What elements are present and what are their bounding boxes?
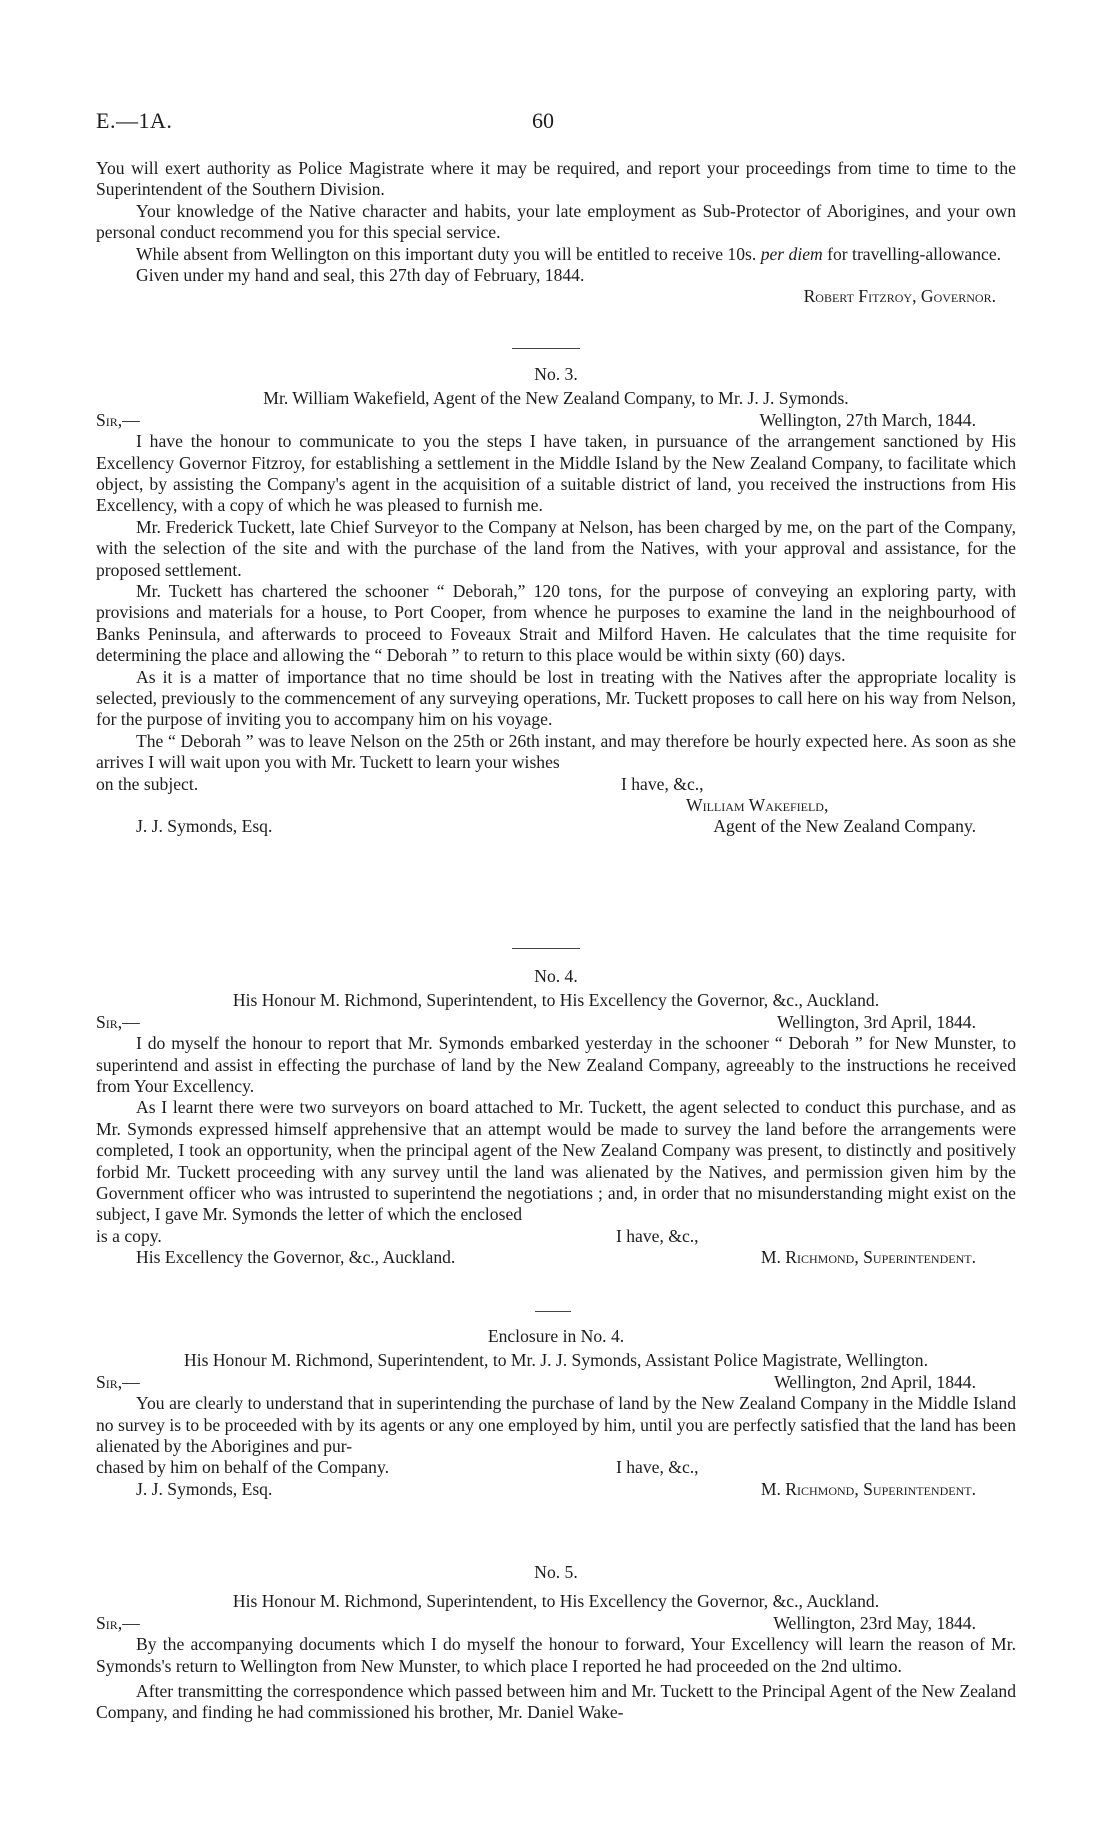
paragraph [96,244,1016,265]
salutation-line [96,1372,1016,1393]
salutation-line [96,1012,1016,1033]
letter-no3 [96,364,1016,838]
closing-line [96,774,1016,795]
paragraph: Mr. Tuckett has chartered the schooner “ Deborah,” 120 tons, for the purpose of conveying an exploring party, with provisions and materials for a house, to Port Cooper, from whence he purposes to examine the land in the neighbourhood of Banks Peninsula, and afterwards to proceed to Foveaux Strait and Milford Haven. He calculates that the time requisite for determining the place and allowing the “ Deborah ” to return to this place would be within sixty (60) days. [96,581,1016,666]
paragraph: As I learnt there were two surveyors on board attached to Mr. Tuckett, the agent selected to conduct this purchase, and as Mr. Symonds expressed himself apprehensive that an attempt would be made to survey the land before the arrangements were completed, I took an opportunity, when the principal agent of the New Zealand Company was present, to distinctly and positively forbid Mr. Tuckett proceeding with any survey until the land was alienated by the Natives, and permission given him by the Government officer who was intrusted to superintend the negotiations ; and, in order that no misunderstanding might exist on the subject, I gave Mr. Symonds the letter of which the enclosed [96,1097,1016,1225]
signature: Robert Fitzroy, Governor. [803,286,996,307]
paragraph: I do myself the honour to report that Mr. Symonds embarked yesterday in the schooner “ Deborah ” for New Munster, to superintend and assist in effecting the purchase of land by the New Zealand Company, agreeably to the instructions he received from Your Excellency. [96,1033,1016,1097]
italic-run: per diem [760,243,823,264]
salutation-line [96,1613,1016,1634]
addressee-line [96,816,1016,837]
salutation-line [96,410,1016,431]
divider [512,948,580,949]
signer-title: Agent of the New Zealand Company. [713,816,976,837]
page-number: 60 [532,108,554,133]
closing: I have, &c., [621,773,704,794]
place-date: Wellington, 23rd May, 1844. [773,1612,976,1633]
addressee: J. J. Symonds, Esq. [136,816,273,837]
divider [512,348,580,349]
addressee: J. J. Symonds, Esq. [136,1478,273,1499]
paragraph: Given under my hand and seal, this 27th day of February, 1844. [136,265,585,286]
paragraph: As it is a matter of importance that no time should be lost in treating with the Natives after the appropriate locality is selected, previously to the commencement of any surveying operations, Mr. Tuckett proposes to call here on his way from Nelson, for the purpose of inviting you to accompany him on his voyage. [96,666,1016,730]
paragraph: Your knowledge of the Native character and habits, your late employment as Sub-Protector of Aborigines, and your own personal conduct recommend you for this special service. [96,200,1016,243]
signer: William Wakefield, [686,795,829,816]
paragraph: The “ Deborah ” was to leave Nelson on the 25th or 26th instant, and may therefore be hourly expected here. As soon as she arrives I will wait upon you with Mr. Tuckett to learn your wishes [96,730,1016,773]
salutation: Sir,— [96,1612,140,1633]
addressee-line [96,1479,1016,1500]
addressee: His Excellency the Governor, &c., Auckland. [136,1247,456,1268]
series-code: E.—1A. [96,108,173,133]
letter-heading: No. 3. [534,364,578,384]
salutation: Sir,— [96,1371,140,1392]
paragraph: By the accompanying documents which I do myself the honour to forward, Your Excellency will learn the reason of Mr. Symonds's return to Wellington from New Munster, to which place I reported he had proceeded on the 2nd ultimo. [96,1634,1016,1676]
place-date: Wellington, 2nd April, 1844. [774,1371,976,1392]
letter-heading: No. 5. [534,1562,578,1582]
signer-line [96,795,1016,816]
paragraph: You will exert authority as Police Magistrate where it may be required, and report your proceedings from time to time to the Superintendent of the Southern Division. [96,158,1016,200]
divider [535,1311,571,1312]
letter-from-to: His Honour M. Richmond, Superintendent, to Mr. J. J. Symonds, Assistant Police Magistrate, Wellington. [183,1350,929,1371]
paragraph-end: on the subject. [96,773,199,794]
text-run: While absent from Wellington on this important duty you will be entitled to receive 10s. [136,243,761,264]
letter-from-to: His Honour M. Richmond, Superintendent, to His Excellency the Governor, &c., Auckland. [232,990,880,1011]
closing-line [96,1226,1016,1247]
letter-from-to: His Honour M. Richmond, Superintendent, to His Excellency the Governor, &c., Auckland. [232,1591,880,1612]
paragraph: After transmitting the correspondence which passed between him and Mr. Tuckett to the Principal Agent of the New Zealand Company, and finding he had commissioned his brother, Mr. Daniel Wake- [96,1681,1016,1723]
letter-heading: Enclosure in No. 4. [487,1326,625,1346]
closing-line [96,1457,1016,1478]
addressee-line [96,1247,1016,1268]
closing: I have, &c., [616,1457,699,1478]
letter-from-to: Mr. William Wakefield, Agent of the New Zealand Company, to Mr. J. J. Symonds. [263,388,849,409]
salutation: Sir,— [96,1011,140,1032]
paragraph: You are clearly to understand that in superintending the purchase of land by the New Zealand Company in the Middle Island no survey is to be proceeded with by its agents or any one employed by him, until you are perfectly satisfied that the land has been alienated by the Aborigines and pur- [96,1393,1016,1457]
intro-section [96,158,1016,308]
place-date: Wellington, 27th March, 1844. [759,409,976,430]
closing: I have, &c., [616,1225,699,1246]
paragraph: I have the honour to communicate to you the steps I have taken, in pursuance of the arrangement sanctioned by His Excellency Governor Fitzroy, for establishing a settlement in the Middle Island by the New Zealand Company, to facilitate which object, by assisting the Company's agent in the acquisition of a suitable district of land, you received the instructions from His Excellency, with a copy of which he was pleased to furnish me. [96,431,1016,516]
letter-heading: No. 4. [534,966,578,986]
letter-no5 [96,1562,1016,1724]
letter-no4 [96,966,1016,1269]
paragraph: Mr. Frederick Tuckett, late Chief Surveyor to the Company at Nelson, has been charged by me, on the part of the Company, with the selection of the site and with the purchase of the land from the Natives, with your approval and assistance, for the proposed settlement. [96,516,1016,580]
enclosure-no4 [96,1326,1016,1500]
text-run: for travelling-allowance. [822,243,1002,264]
paragraph-end: chased by him on behalf of the Company. [96,1457,389,1478]
paragraph-end: is a copy. [96,1225,162,1246]
salutation: Sir,— [96,409,140,430]
signer: M. Richmond, Superintendent. [760,1478,976,1499]
signer: M. Richmond, Superintendent. [760,1247,976,1268]
place-date: Wellington, 3rd April, 1844. [777,1011,976,1032]
